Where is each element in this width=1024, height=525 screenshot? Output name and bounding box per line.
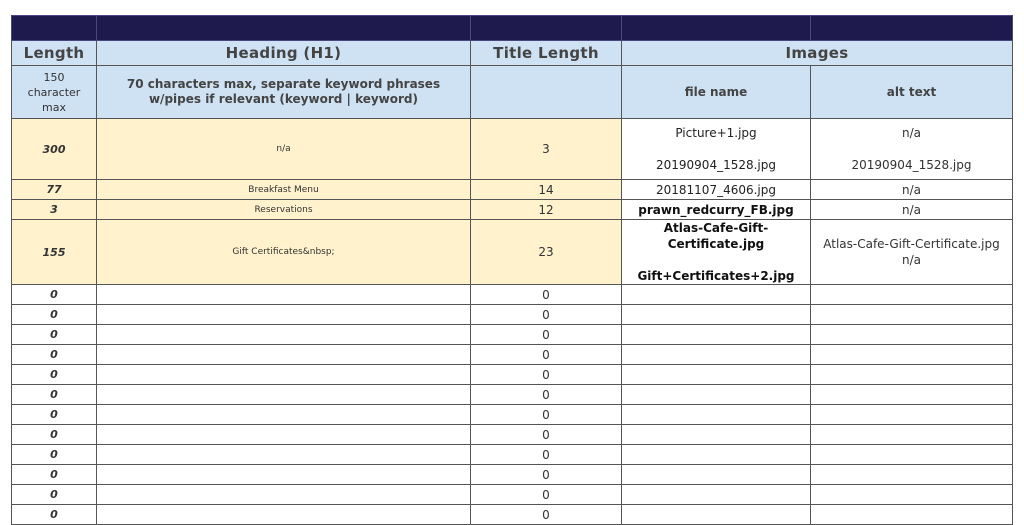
- file-name-cell: [622, 285, 811, 305]
- table-row: [12, 505, 1013, 525]
- file-name-cell: 20181107_4606.jpg: [622, 180, 811, 200]
- heading-cell: [97, 285, 471, 305]
- alt-text-cell: [811, 220, 1013, 285]
- title-length-cell: 0: [471, 485, 622, 505]
- table-row: [12, 325, 1013, 345]
- heading-cell: [97, 405, 471, 425]
- heading-cell: [97, 445, 471, 465]
- file-name-cell: [622, 119, 811, 180]
- images-header: Images: [622, 41, 1013, 66]
- top-bar-cell: [97, 16, 471, 41]
- heading-cell: [97, 365, 471, 385]
- file-name-text: Atlas-Cafe-Gift-Certificate.jpg: [663, 221, 769, 251]
- file-name-cell: [622, 385, 811, 405]
- heading-cell: [97, 465, 471, 485]
- title-length-cell: 0: [471, 505, 622, 525]
- file-name-text: Gift+Certificates+2.jpg: [637, 269, 795, 283]
- file-name-cell: [622, 425, 811, 445]
- title-length-cell: 0: [471, 445, 622, 465]
- seo-audit-table: [11, 15, 1013, 525]
- heading-cell: Breakfast Menu: [97, 180, 471, 200]
- file-name-text: 20190904_1528.jpg: [656, 158, 776, 172]
- length-cell: 0: [12, 405, 97, 425]
- length-cell: 0: [12, 325, 97, 345]
- heading-cell: [97, 385, 471, 405]
- alt-text-cell: [811, 365, 1013, 385]
- heading-header: Heading (H1): [97, 41, 471, 66]
- header-row: [12, 41, 1013, 66]
- file-name-cell: prawn_redcurry_FB.jpg: [622, 200, 811, 220]
- title-length-cell: 14: [471, 180, 622, 200]
- alt-text-cell: [811, 405, 1013, 425]
- alt-text-cell: [811, 385, 1013, 405]
- title-length-cell: 0: [471, 425, 622, 445]
- file-name-cell: [622, 505, 811, 525]
- length-cell: 0: [12, 345, 97, 365]
- heading-cell: [97, 485, 471, 505]
- length-cell: 0: [12, 385, 97, 405]
- top-bar-cell: [12, 16, 97, 41]
- length-header: Length: [12, 41, 97, 66]
- length-cell: 0: [12, 365, 97, 385]
- title-length-cell: 3: [471, 119, 622, 180]
- length-cell: 0: [12, 465, 97, 485]
- length-cell: 0: [12, 305, 97, 325]
- table-row: [12, 305, 1013, 325]
- file-name-cell: [622, 325, 811, 345]
- alt-text-cell: [811, 325, 1013, 345]
- title-length-cell: 0: [471, 305, 622, 325]
- title-length-cell: 0: [471, 345, 622, 365]
- length-cell: 0: [12, 445, 97, 465]
- length-cell: 0: [12, 425, 97, 445]
- table-row: [12, 405, 1013, 425]
- heading-cell: [97, 325, 471, 345]
- file-name-cell: [622, 485, 811, 505]
- file-name-cell: [622, 220, 811, 285]
- title-length-cell: 0: [471, 285, 622, 305]
- length-cell: 0: [12, 285, 97, 305]
- heading-cell: [97, 505, 471, 525]
- title-length-cell: 0: [471, 365, 622, 385]
- alt-text-cell: [811, 445, 1013, 465]
- heading-cell: n/a: [97, 119, 471, 180]
- file-name-header: file name: [622, 66, 811, 119]
- title-length-cell: 23: [471, 220, 622, 285]
- alt-text-cell: [811, 285, 1013, 305]
- top-bar-cell: [811, 16, 1013, 41]
- file-name-cell: [622, 305, 811, 325]
- heading-cell: Gift Certificates&nbsp;: [97, 220, 471, 285]
- table-row: [12, 180, 1013, 200]
- length-cell: 0: [12, 505, 97, 525]
- heading-cell: [97, 345, 471, 365]
- table-row: [12, 425, 1013, 445]
- alt-text-cell: [811, 345, 1013, 365]
- length-cell: 0: [12, 485, 97, 505]
- file-name-text: Picture+1.jpg: [675, 126, 757, 140]
- file-name-cell: [622, 465, 811, 485]
- alt-text-header: alt text: [811, 66, 1013, 119]
- table-row: [12, 465, 1013, 485]
- table-row: [12, 445, 1013, 465]
- length-cell: 155: [12, 220, 97, 285]
- table-row: [12, 200, 1013, 220]
- alt-text-value: n/a: [901, 253, 921, 267]
- table-row: [12, 385, 1013, 405]
- alt-text-cell: n/a: [811, 200, 1013, 220]
- length-cell: 3: [12, 200, 97, 220]
- title-length-cell: 0: [471, 385, 622, 405]
- file-name-cell: [622, 445, 811, 465]
- length-cell: 300: [12, 119, 97, 180]
- alt-text-cell: [811, 425, 1013, 445]
- title-length-cell: 0: [471, 465, 622, 485]
- table-row: [12, 285, 1013, 305]
- alt-text-cell: [811, 485, 1013, 505]
- title-length-note: [471, 66, 622, 119]
- title-length-cell: 0: [471, 325, 622, 345]
- title-length-cell: 12: [471, 200, 622, 220]
- table-row: [12, 119, 1013, 180]
- heading-cell: Reservations: [97, 200, 471, 220]
- alt-text-cell: [811, 119, 1013, 180]
- top-bar-cell: [622, 16, 811, 41]
- alt-text-cell: [811, 305, 1013, 325]
- alt-text-cell: [811, 465, 1013, 485]
- length-cell: 77: [12, 180, 97, 200]
- length-note: 150 character max: [12, 66, 97, 119]
- heading-note: 70 characters max, separate keyword phrases w/pipes if relevant (keyword | keyword): [97, 66, 471, 119]
- alt-text-cell: [811, 505, 1013, 525]
- alt-text-value: Atlas-Cafe-Gift-Certificate.jpg: [823, 237, 1000, 251]
- alt-text-cell: n/a: [811, 180, 1013, 200]
- table-top-bar: [12, 16, 1013, 41]
- table-row: [12, 485, 1013, 505]
- title-length-header: Title Length: [471, 41, 622, 66]
- title-length-cell: 0: [471, 405, 622, 425]
- file-name-cell: [622, 365, 811, 385]
- subheader-row: [12, 66, 1013, 119]
- heading-cell: [97, 305, 471, 325]
- heading-cell: [97, 425, 471, 445]
- file-name-cell: [622, 345, 811, 365]
- table-row: [12, 365, 1013, 385]
- file-name-cell: [622, 405, 811, 425]
- alt-text-value: n/a: [901, 126, 921, 140]
- table-row: [12, 345, 1013, 365]
- top-bar-cell: [471, 16, 622, 41]
- alt-text-value: 20190904_1528.jpg: [851, 158, 972, 172]
- table-row: [12, 220, 1013, 285]
